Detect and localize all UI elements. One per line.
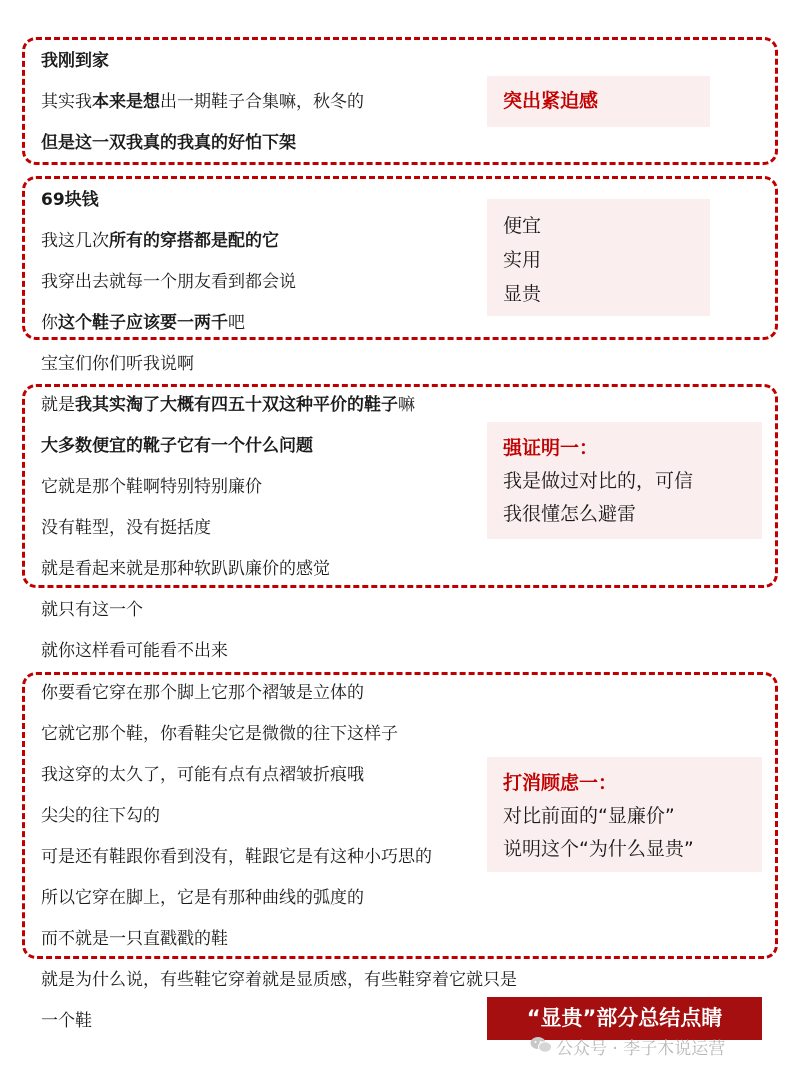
section-4-line — [41, 928, 228, 950]
bold-segment: 本来是想 — [92, 92, 160, 112]
section-2-line — [41, 271, 296, 293]
section-3-line — [41, 517, 211, 539]
section-2-line — [41, 189, 99, 211]
section-4-line — [41, 682, 364, 704]
bold-segment: 但是这一双我真的我真的好怕下架 — [41, 133, 296, 153]
plain-line: 就只有这一个 — [41, 600, 143, 620]
watermark — [530, 1036, 725, 1062]
note-item: 我是做过对比的，可信 — [503, 470, 694, 492]
text-segment: 而不就是一只直戳戳的鞋 — [41, 929, 228, 949]
bold-segment: 大多数便宜的靴子它有一个什么问题 — [41, 436, 313, 456]
note-item: 显贵 — [503, 283, 542, 305]
text-segment: 出一期鞋子合集嘛，秋冬的 — [160, 92, 364, 112]
note-item: 我很懂怎么避雷 — [503, 503, 637, 525]
section-4-line — [41, 805, 160, 827]
text-segment: 你要看它穿在那个脚上它那个褶皱是立体的 — [41, 683, 364, 703]
text-segment: 就是看起来就是那种软趴趴廉价的感觉 — [41, 559, 330, 579]
section-3-line — [41, 558, 330, 580]
section-1-line — [41, 50, 109, 72]
section-4-line — [41, 723, 398, 745]
text-segment: 你 — [41, 313, 58, 333]
watermark-text: 公众号 · 李子木说运营 — [556, 1039, 726, 1059]
section-2-line — [41, 312, 245, 334]
text-segment: 没有鞋型，没有挺括度 — [41, 518, 211, 538]
section-4-line — [41, 846, 432, 868]
note-item: 对比前面的“显廉价” — [503, 805, 675, 827]
text-segment: 我穿出去就每一个朋友看到都会说 — [41, 272, 296, 292]
annotation-note — [487, 757, 762, 872]
text-segment: 嘛 — [398, 395, 415, 415]
annotation-note — [487, 422, 762, 539]
section-1-line — [41, 132, 296, 154]
note-head: 突出紧迫感 — [503, 90, 599, 112]
note-item: 说明这个“为什么显贵” — [503, 838, 694, 860]
bold-segment: 69块钱 — [41, 190, 99, 210]
note-head: 打消顾虑一： — [503, 772, 618, 794]
bold-segment: 这个鞋子应该要一两千 — [58, 313, 228, 333]
note-item: 实用 — [503, 249, 542, 271]
text-segment: 所以它穿在脚上，它是有那种曲线的弧度的 — [41, 888, 364, 908]
annotation-note — [487, 199, 710, 316]
section-3-line — [41, 394, 415, 416]
note-item: 便宜 — [503, 215, 542, 237]
section-4-line — [41, 764, 364, 786]
section-3-line — [41, 435, 313, 457]
note-head: 强证明一： — [503, 437, 599, 459]
text-segment: 我这几次 — [41, 231, 109, 251]
plain-line: 宝宝们你们听我说啊 — [41, 354, 194, 374]
bold-segment: 我刚到家 — [41, 51, 109, 71]
text-segment: 尖尖的往下勾的 — [41, 806, 160, 826]
text-segment: 可是还有鞋跟你看到没有，鞋跟它是有这种小巧思的 — [41, 847, 432, 867]
section-1-line — [41, 91, 364, 113]
text-segment: 它就它那个鞋，你看鞋尖它是微微的往下这样子 — [41, 724, 398, 744]
plain-line: 就你这样看可能看不出来 — [41, 641, 228, 661]
section-4-line — [41, 887, 364, 909]
text-segment: 它就是那个鞋啊特别特别廉价 — [41, 477, 262, 497]
text-segment: 吧 — [228, 313, 245, 333]
section-2-line — [41, 230, 279, 252]
wechat-icon — [530, 1036, 552, 1062]
text-segment: 其实我 — [41, 92, 92, 112]
text-segment: 我这穿的太久了，可能有点有点褶皱折痕哦 — [41, 765, 364, 785]
bold-segment: 我其实淘了大概有四五十双这种平价的鞋子 — [75, 395, 398, 415]
section-3-line — [41, 476, 262, 498]
plain-line: 就是为什么说，有些鞋它穿着就是显质感，有些鞋穿着它就只是 — [41, 970, 517, 990]
plain-line: 一个鞋 — [41, 1011, 92, 1031]
annotation-note — [487, 76, 710, 127]
summary-banner: “显贵”部分总结点睛 — [487, 997, 762, 1040]
text-segment: 就是 — [41, 395, 75, 415]
bold-segment: 所有的穿搭都是配的它 — [109, 231, 279, 251]
